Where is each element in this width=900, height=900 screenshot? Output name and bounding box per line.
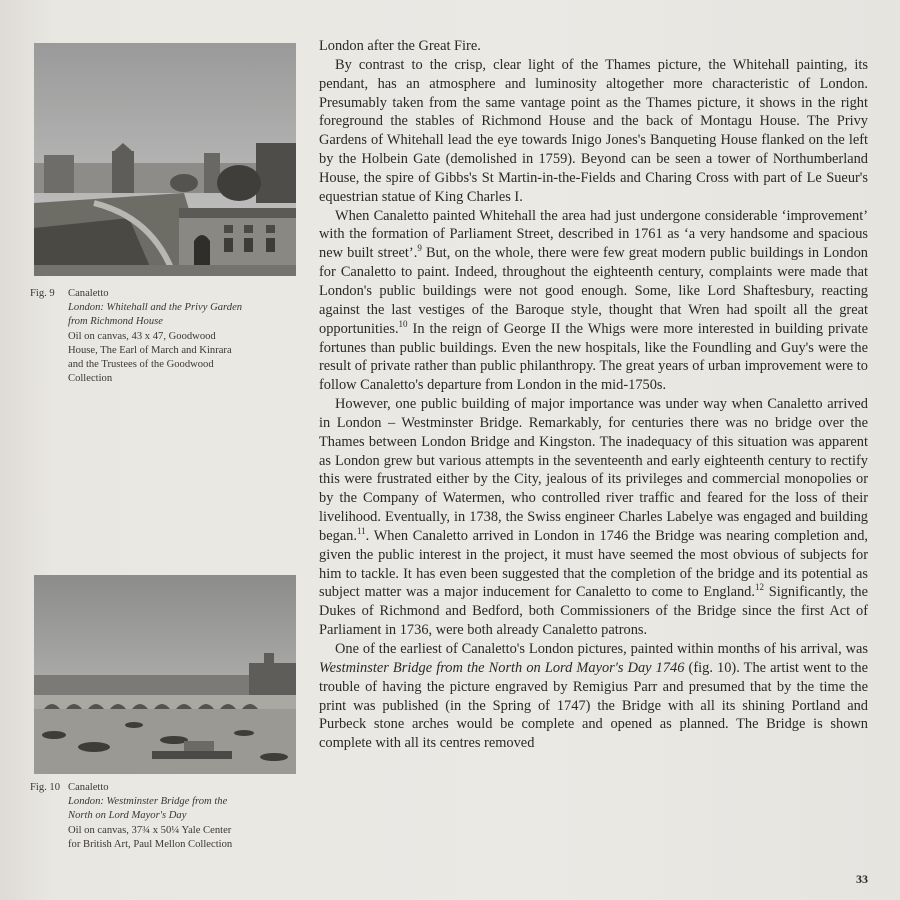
figure-10-title-line2: North on Lord Mayor's Day	[68, 810, 187, 822]
figure-9-details-line3: and the Trustees of the Goodwood	[68, 359, 214, 371]
figure-10-details-line1: Oil on canvas, 37¾ x 50¼ Yale Center	[68, 824, 232, 836]
paragraph-improvement	[319, 207, 868, 395]
paragraph-westminster-bridge	[319, 395, 868, 640]
figure-9-details-line2: House, The Earl of March and Kinrara	[68, 344, 232, 356]
figure-9-title-line2: from Richmond House	[68, 316, 163, 328]
westminster-bridge-painting-image	[34, 575, 296, 774]
footnote-ref-9: 9	[417, 243, 422, 254]
footnote-ref-10: 10	[398, 318, 408, 329]
page-number: 33	[856, 872, 868, 886]
figure-9-details-line4: Collection	[68, 373, 113, 385]
footnote-ref-11: 11	[356, 526, 366, 537]
body-text-column	[319, 37, 868, 753]
figure-10-details-line2: for British Art, Paul Mellon Collection	[68, 838, 233, 850]
figure-9-details-line1: Oil on canvas, 43 x 47, Goodwood	[68, 330, 216, 342]
figure-9-caption	[30, 287, 280, 386]
figure-10-title-line1: London: Westminster Bridge from the	[68, 796, 228, 808]
figure-10-caption	[30, 781, 280, 852]
figure-10-artist: Canaletto	[68, 782, 109, 793]
paragraph-earliest-part1: One of the earliest of Canaletto's London pictures, painted within months of his arrival, was	[335, 641, 868, 657]
figure-10-number: Fig. 10	[30, 782, 61, 793]
paragraph-whitehall: By contrast to the crisp, clear light of the Thames picture, the Whitehall painting, its pendant, has an atmosphere and luminosity altogether more characteristic of London. Presumably taken from the same vantage point as the Thames picture, it shows in the right foreground the stables of Richmond House and the back of Montagu House. The Privy Gardens of Whitehall lead the eye towards Inigo Jones's Banqueting House flanked on the left by the Holbein Gate (demolished in 1759). Beyond can be seen a tower of Northumberland House, the spire of Gibbs's St Martin-in-the-Fields and Charing Cross with part of Le Sueur's equestrian statue of King Charles I.	[319, 56, 868, 205]
paragraph-earliest-pictures	[319, 640, 868, 753]
paragraph-continued: London after the Great Fire.	[319, 38, 481, 54]
whitehall-painting-image	[34, 43, 296, 276]
figure-9-title-line1: London: Whitehall and the Privy Garden	[68, 302, 243, 314]
paragraph-improvement-part1: When Canaletto painted Whitehall the area had just undergone considerable ‘improvement’ with the formation of Parliament Street, described in 1761 as ‘a very handsome and spacious new built street’.	[319, 207, 868, 262]
footnote-ref-12: 12	[754, 582, 764, 593]
figure-9-artist: Canaletto	[68, 288, 109, 299]
paragraph-improvement-part3: In the reign of George II the Whigs were more interested in building private fortunes than public buildings. Even the new hospitals, like the Foundling and Guy's were the result of private rather than public philanthropy. The great years of urban improvement were to follow Canaletto's departure from London in the mid-1750s.	[319, 320, 868, 394]
paragraph-bridge-part1: However, one public building of major importance was under way when Canaletto arrived in London – Westminster Bridge. Remarkably, for centuries there was no bridge over the Thames between London Bridge and Kingston. The inadequacy of this situation was apparent as London grew but various attempts in the seventeenth and early eighteenth century to rectify this were frustrated either by the City, jealous of its privileges and commercial monopolies or by the Company of Watermen, who controlled river traffic and feared for the loss of their livelihood. Eventually, in 1738, the Swiss engineer Charles Labelye was engaged and building began.	[319, 396, 868, 544]
paragraph-bridge-part3: Significantly, the Dukes of Richmond and Bedford, both Commissioners of the Bridge since the first Act of Parliament in 1736, were both already Canaletto patrons.	[319, 584, 868, 639]
painting-title-italic: Westminster Bridge from the North on Lord Mayor's Day 1746	[319, 659, 685, 676]
paragraph-earliest-part2: (fig. 10). The artist went to the trouble of having the picture engraved by Remigius Parr and presumed that by the time the print was published (in the Spring of 1747) the Bridge with all its shining Portland and Purbeck stone arches would be complete and opened as planned. The Bridge is shown complete with all its centres removed	[319, 659, 868, 752]
paragraph-improvement-part2: But, on the whole, there were few great modern public buildings in London for Canaletto to paint. Indeed, throughout the eighteenth century, complaints were made that London's public buildings were not good enough. Some, like Lord Shaftesbury, reacting against the last vestiges of the Baroque style, thought that Wren had spoilt all the great opportunities.	[319, 245, 868, 337]
figure-9-number: Fig. 9	[30, 288, 55, 299]
paragraph-bridge-part2: . When Canaletto arrived in London in 1746 the Bridge was nearing completion and, given the public interest in the project, it must have seemed the most obvious of subjects for him to tackle. It has even been suggested that the completion of the bridge and its potential as subject matter was a major inducement for Canaletto to come to England.	[319, 527, 868, 601]
